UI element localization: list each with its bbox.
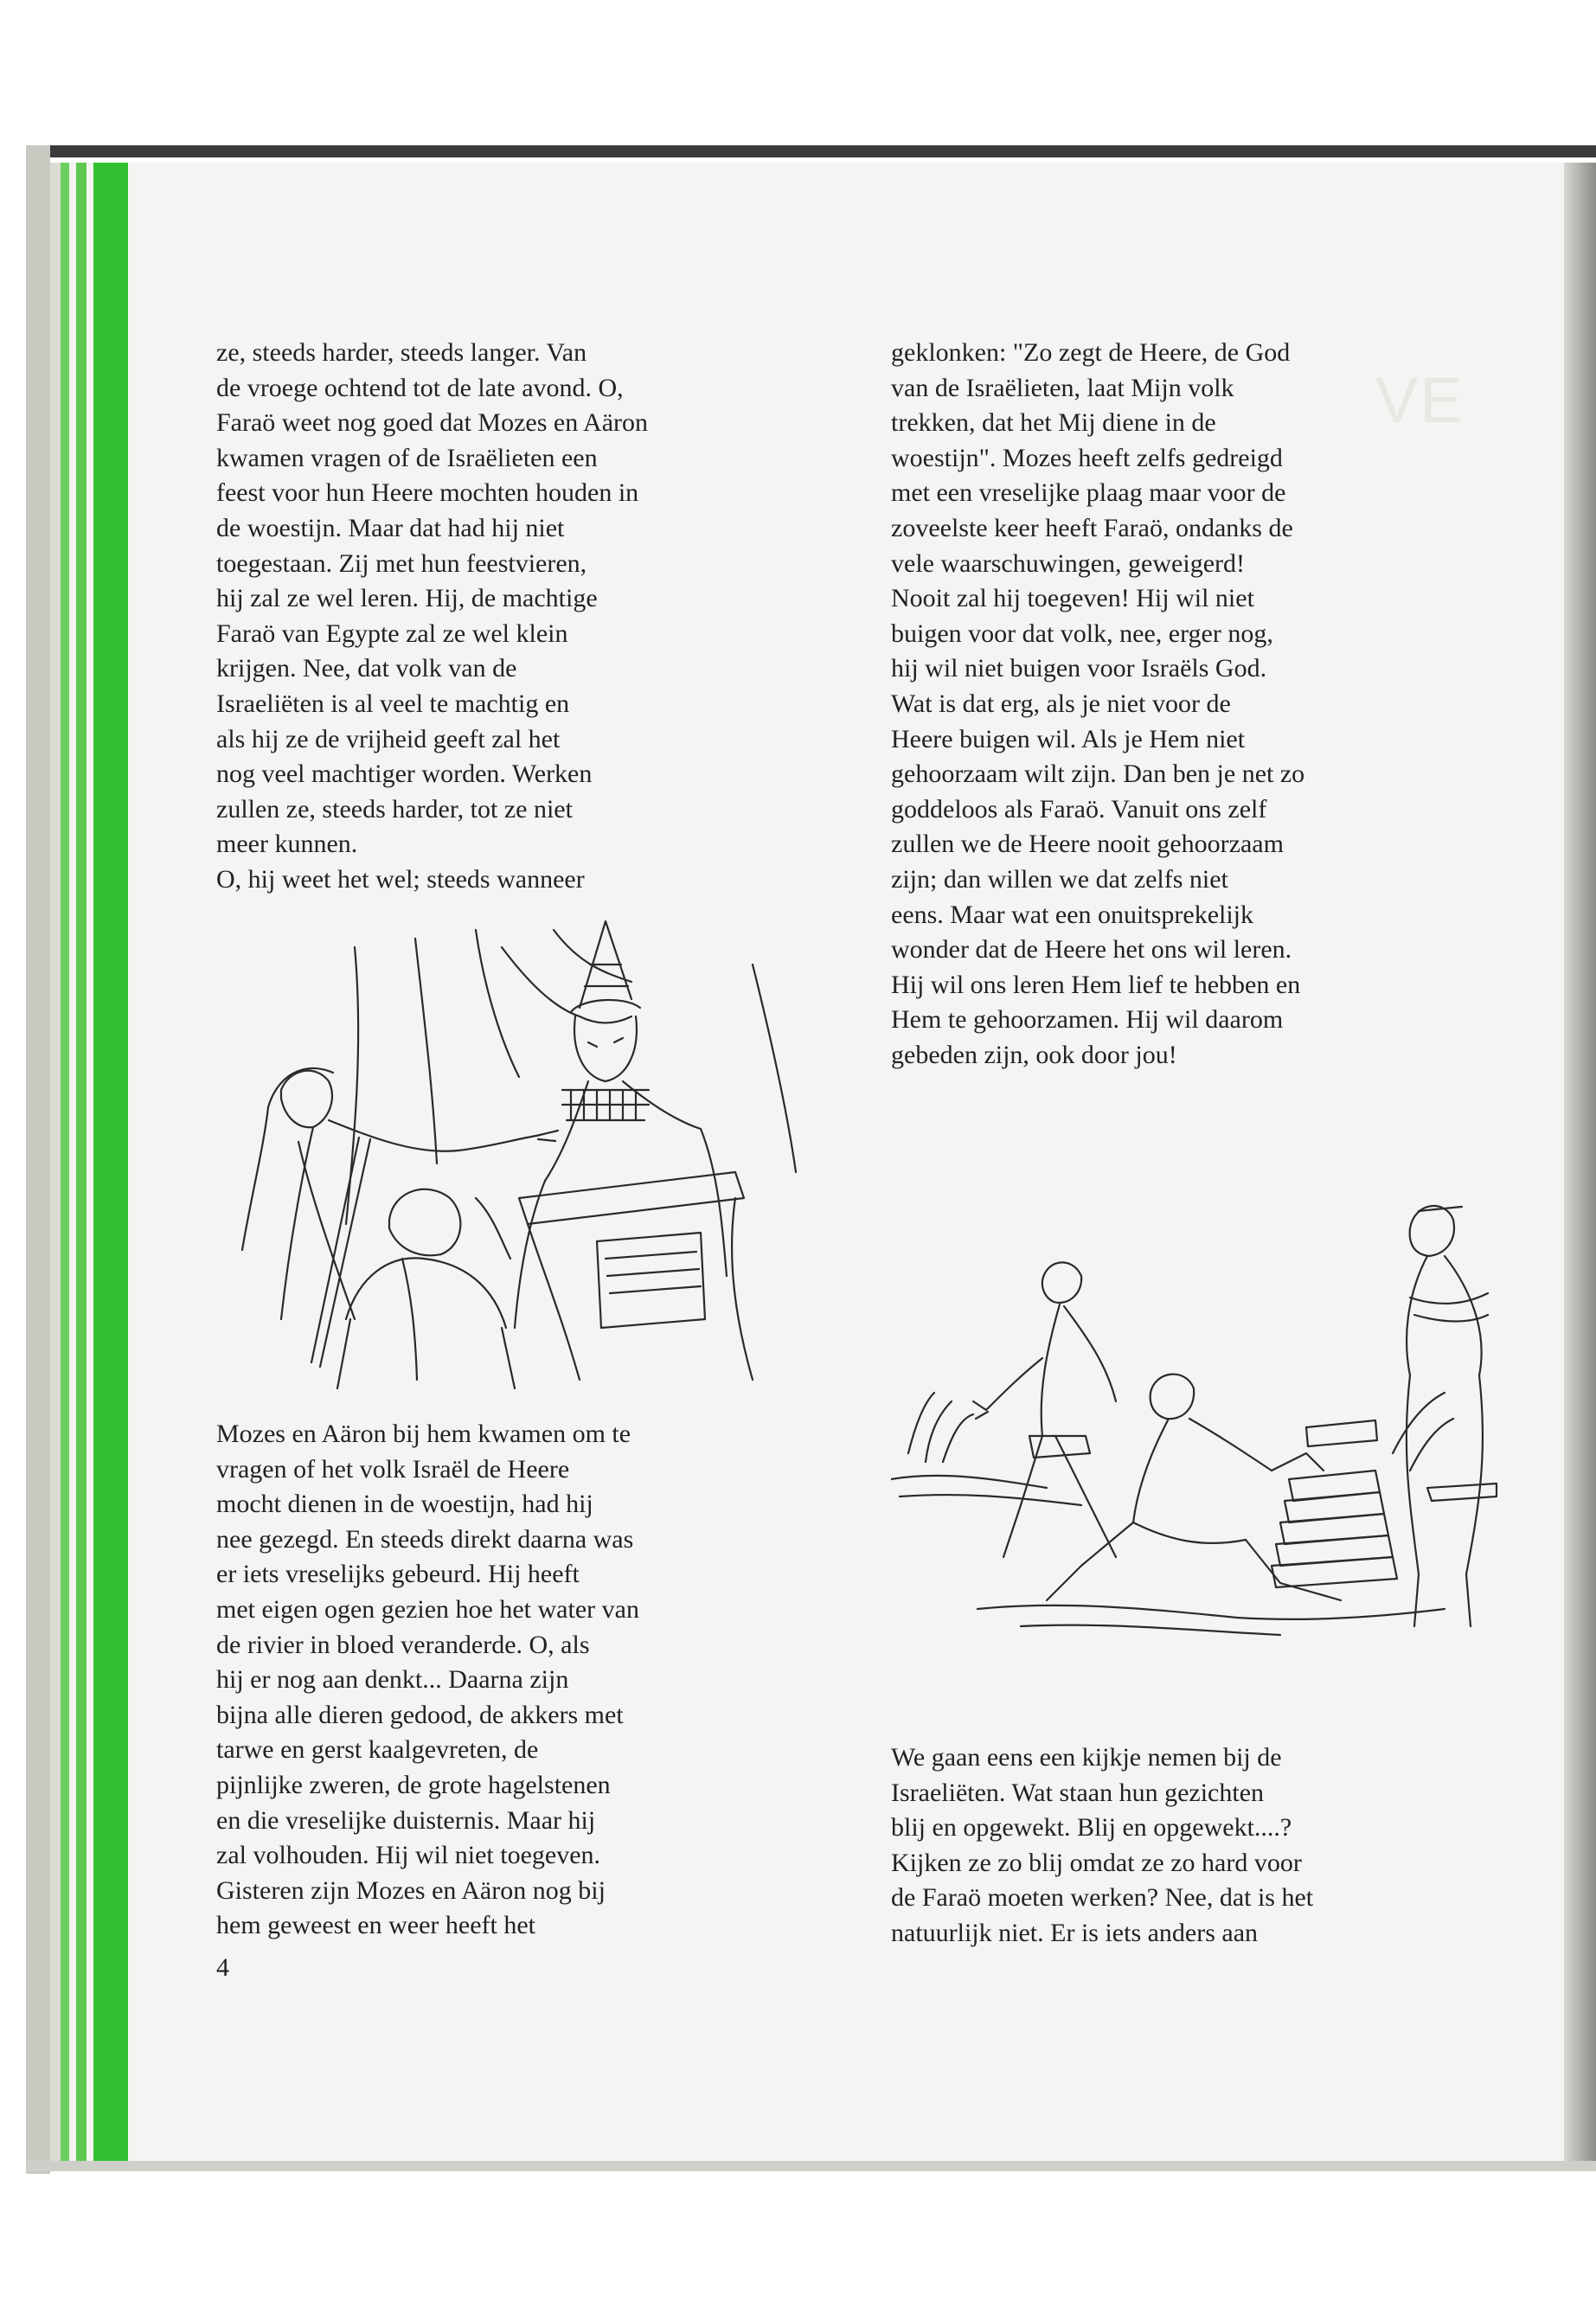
text-line: geklonken: "Zo zegt de Heere, de God <box>891 338 1291 367</box>
text-line: nog veel machtiger worden. Werken <box>216 760 593 789</box>
text-line: zoveelste keer heeft Faraö, ondanks de <box>891 513 1293 542</box>
text-line: bijna alle dieren gedood, de akkers met <box>216 1700 624 1729</box>
text-line: woestijn". Mozes heeft zelfs gedreigd <box>891 443 1283 472</box>
text-line: zijn; dan willen we dat zelfs niet <box>891 864 1228 894</box>
text-line: vragen of het volk Israël de Heere <box>216 1454 570 1484</box>
text-line: de rivier in bloed veranderde. O, als <box>216 1630 590 1659</box>
left-column-bottom-text <box>216 1417 639 1944</box>
page-stack-edge <box>50 163 61 2170</box>
text-line: wonder dat de Heere het ons wil leren. <box>891 935 1292 965</box>
text-line: hij zal ze wel leren. Hij, de machtige <box>216 584 598 613</box>
book-bottom-edge <box>26 2161 1596 2171</box>
text-line: We gaan eens een kijkje nemen bij de <box>891 1743 1282 1772</box>
page-gutter-shadow <box>1564 163 1596 2161</box>
text-line: de woestijn. Maar dat had hij niet <box>216 513 565 542</box>
text-line: Hem te gehoorzamen. Hij wil daarom <box>891 1005 1284 1035</box>
text-line: blij en opgewekt. Blij en opgewekt....? <box>891 1813 1292 1843</box>
text-line: Israeliëten. Wat staan hun gezichten <box>891 1778 1265 1807</box>
illustration-moses-before-pharaoh <box>216 913 839 1393</box>
text-line: tarwe en gerst kaalgevreten, de <box>216 1735 539 1765</box>
text-line: Kijken ze zo blij omdat ze zo hard voor <box>891 1848 1302 1877</box>
green-page-edge <box>76 163 87 2170</box>
text-line: Faraö van Egypte zal ze wel klein <box>216 619 568 648</box>
text-line: toegestaan. Zij met hun feestvieren, <box>216 548 587 578</box>
text-line: Israeliëten is al veel te machtig en <box>216 689 570 718</box>
text-line: mocht dienen in de woestijn, had hij <box>216 1490 593 1519</box>
text-line: meer kunnen. <box>216 830 358 859</box>
text-line: zullen ze, steeds harder, tot ze niet <box>216 794 573 824</box>
text-line: feest voor hun Heere mochten houden in <box>216 478 639 508</box>
illustration-israelites-making-bricks <box>891 1194 1514 1678</box>
text-line: Wat is dat erg, als je niet voor de <box>891 689 1231 718</box>
text-line: er iets vreselijks gebeurd. Hij heeft <box>216 1560 580 1589</box>
text-line: kwamen vragen of de Israëlieten een <box>216 443 598 472</box>
text-line: hem geweest en weer heeft het <box>216 1911 535 1940</box>
page-stack-edge <box>87 163 93 2170</box>
text-line: Nooit zal hij toegeven! Hij wil niet <box>891 584 1254 613</box>
text-line: O, hij weet het wel; steeds wanneer <box>216 864 585 894</box>
page-stack-edge <box>69 163 76 2170</box>
text-line: Hij wil ons leren Hem lief te hebben en <box>891 970 1301 999</box>
text-line: nee gezegd. En steeds direkt daarna was <box>216 1524 634 1554</box>
text-line: gehoorzaam wilt zijn. Dan ben je net zo <box>891 760 1305 789</box>
bleed-through-text: VE <box>1375 364 1465 436</box>
text-line: zullen we de Heere nooit gehoorzaam <box>891 830 1284 859</box>
text-line: goddeloos als Faraö. Vanuit ons zelf <box>891 794 1267 824</box>
text-line: eens. Maar wat een onuitsprekelijk <box>891 900 1254 929</box>
right-column-top-text <box>891 336 1304 1073</box>
book-top-edge <box>26 145 1596 157</box>
text-line: Gisteren zijn Mozes en Aäron nog bij <box>216 1875 606 1905</box>
text-line: Mozes en Aäron bij hem kwamen om te <box>216 1420 631 1448</box>
text-line: trekken, dat het Mij diene in de <box>891 408 1216 438</box>
text-line: vele waarschuwingen, geweigerd! <box>891 548 1245 578</box>
left-column-top-text <box>216 336 648 898</box>
book-left-edge <box>26 145 50 2174</box>
text-line: van de Israëlieten, laat Mijn volk <box>891 373 1234 402</box>
text-line: pijnlijke zweren, de grote hagelstenen <box>216 1770 611 1799</box>
page-number: 4 <box>216 1953 229 1982</box>
text-line: buigen voor dat volk, nee, erger nog, <box>891 619 1273 648</box>
text-line: Heere buigen wil. Als je Hem niet <box>891 724 1246 753</box>
green-page-edge <box>61 163 69 2170</box>
text-line: met een vreselijke plaag maar voor de <box>891 478 1286 508</box>
text-line: hij er nog aan denkt... Daarna zijn <box>216 1665 569 1695</box>
text-line: natuurlijk niet. Er is iets anders aan <box>891 1918 1259 1947</box>
text-line: krijgen. Nee, dat volk van de <box>216 654 517 683</box>
text-line: en die vreselijke duisternis. Maar hij <box>216 1805 596 1835</box>
text-line: ze, steeds harder, steeds langer. Van <box>216 338 587 367</box>
text-line: zal volhouden. Hij wil niet toegeven. <box>216 1841 601 1870</box>
text-line: als hij ze de vrijheid geeft zal het <box>216 724 561 753</box>
text-line: gebeden zijn, ook door jou! <box>891 1040 1177 1069</box>
text-line: de Faraö moeten werken? Nee, dat is het <box>891 1883 1314 1913</box>
green-spine-band <box>93 163 128 2170</box>
text-line: de vroege ochtend tot de late avond. O, <box>216 373 624 402</box>
text-line: met eigen ogen gezien hoe het water van <box>216 1594 639 1624</box>
text-line: hij wil niet buigen voor Israëls God. <box>891 654 1267 683</box>
text-line: Faraö weet nog goed dat Mozes en Aäron <box>216 408 649 438</box>
right-column-bottom-text <box>891 1740 1313 1952</box>
